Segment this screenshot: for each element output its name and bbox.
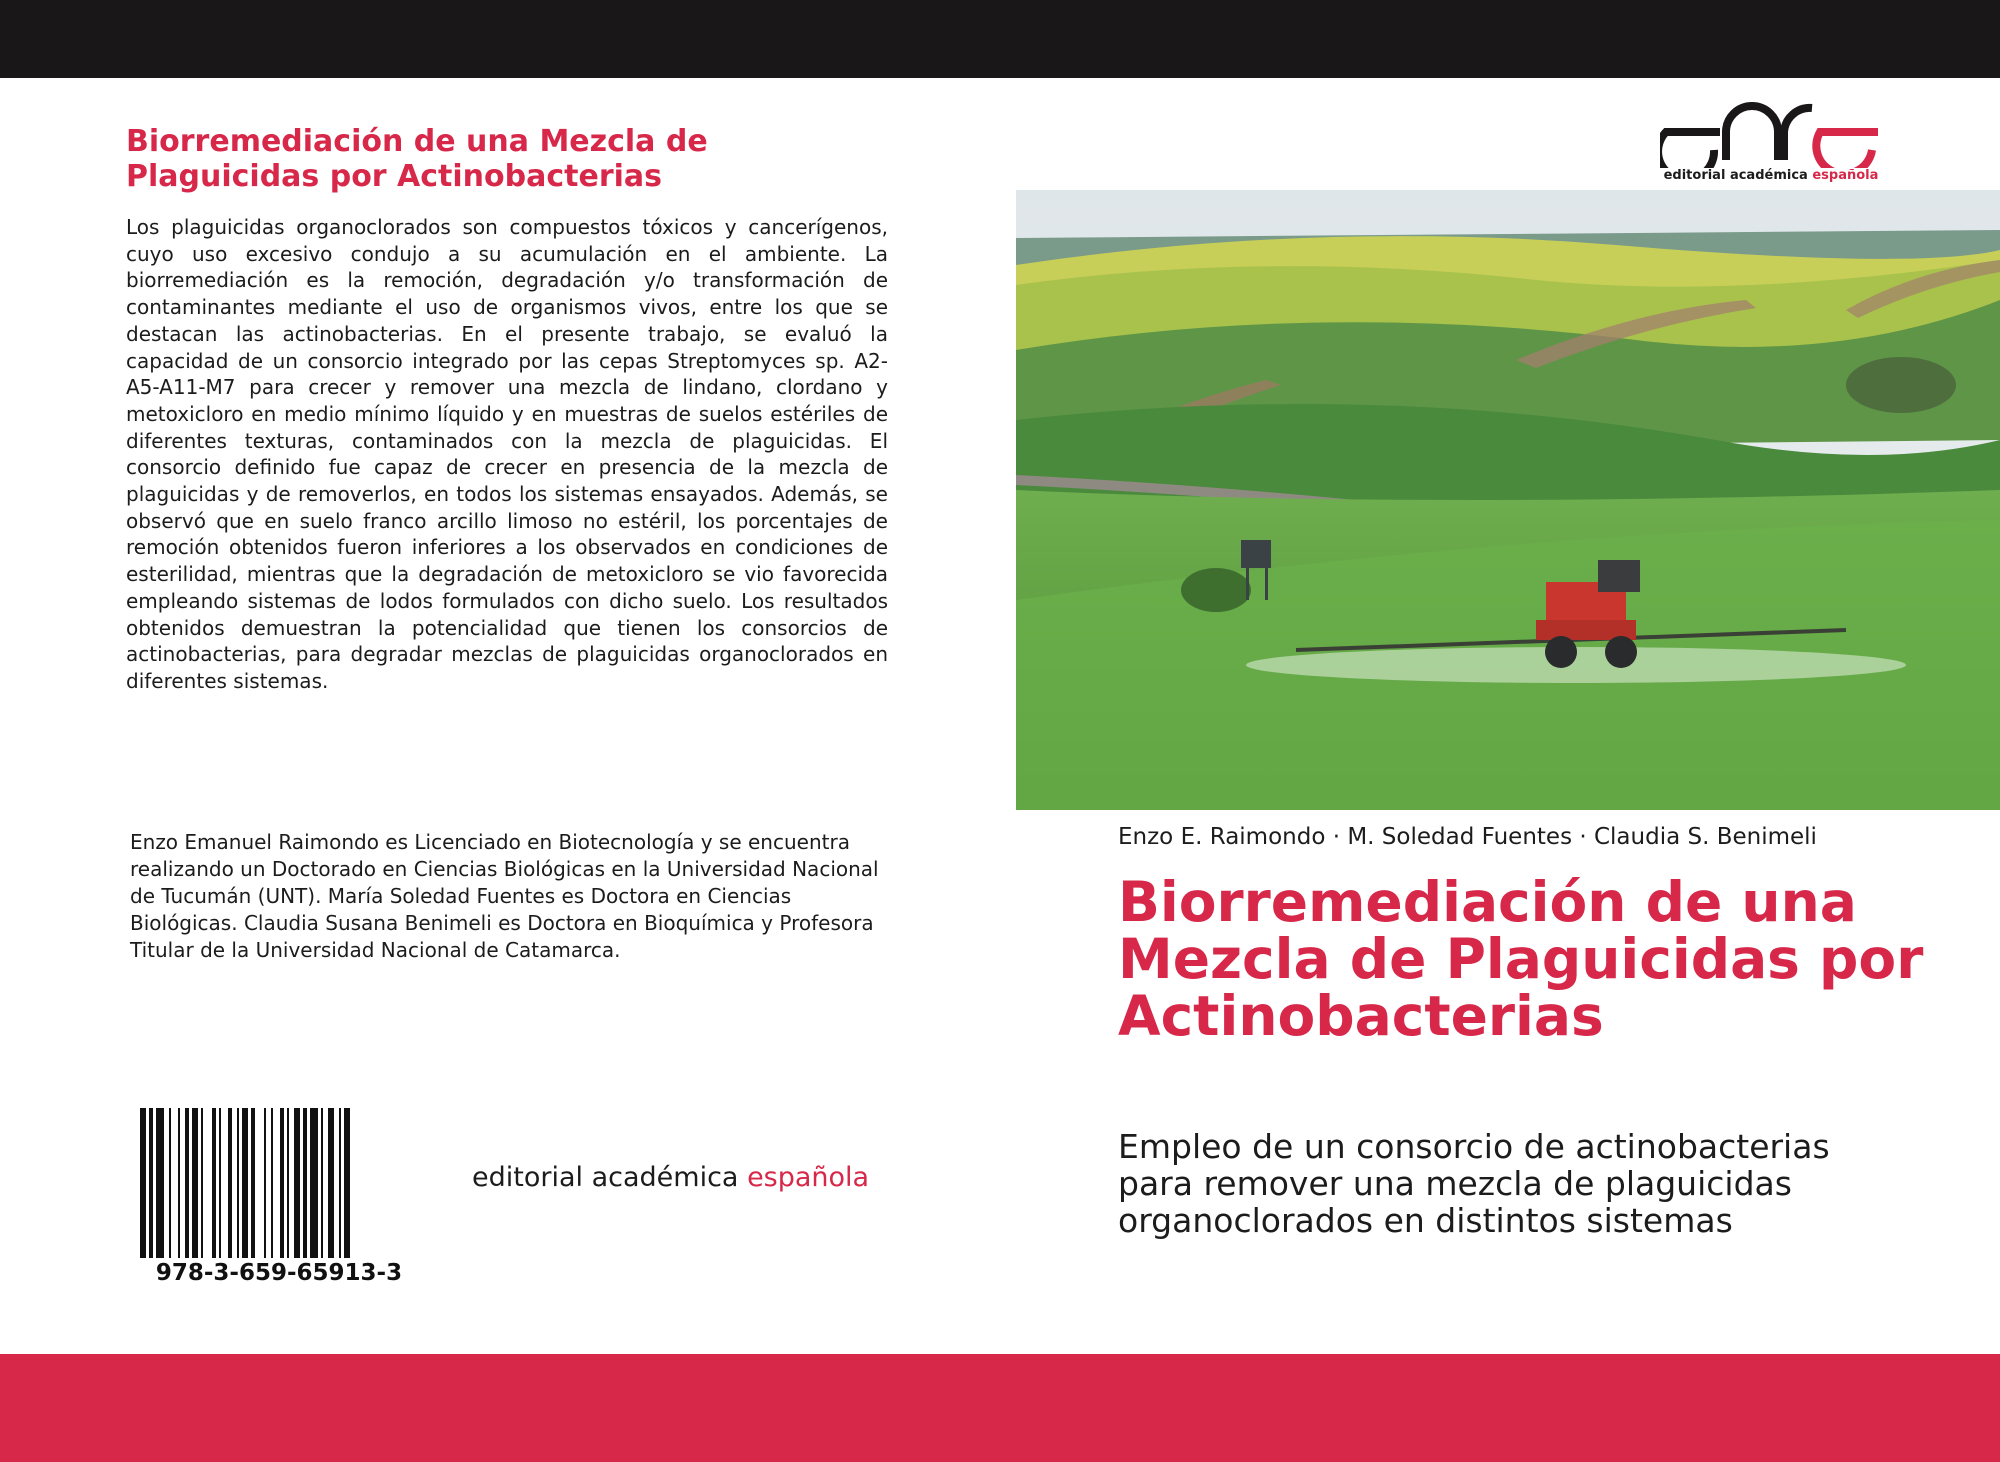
barcode-icon [138, 1108, 420, 1258]
publisher-imprint [472, 1162, 888, 1193]
tractor-spraying-field-photo [1016, 190, 2000, 810]
front-cover-subtitle: Empleo de un consorcio de actinobacterias para remover una mezcla de plaguicidas organoclorados en distintos sistemas [1118, 1127, 1830, 1240]
barcode-bar [339, 1108, 341, 1258]
barcode-bar [294, 1108, 300, 1258]
barcode-bar [344, 1108, 350, 1258]
barcode-bar [280, 1108, 284, 1258]
barcode-bar [251, 1108, 255, 1258]
barcode-bar [201, 1108, 203, 1258]
imprint-name: editorial académica [472, 1162, 739, 1193]
barcode-bar [228, 1108, 232, 1258]
barcode-bar [271, 1108, 273, 1258]
barcode-bar [310, 1108, 318, 1258]
barcode-bar [264, 1108, 266, 1258]
barcode-bar [212, 1108, 216, 1258]
front-cover-title: Biorremediación de una Mezcla de Plaguicidas por Actinobacterias [1118, 870, 1924, 1048]
barcode-bar [156, 1108, 164, 1258]
imprint-name-accent: española [747, 1162, 870, 1193]
eae-logo-icon [1660, 98, 1882, 168]
barcode-bar [178, 1108, 180, 1258]
author-bio: Enzo Emanuel Raimondo es Licenciado en Biotecnología y se encuentra realizando un Doctorado en Ciencias Biológicas en la Universidad Nacional de Tucumán (UNT). María Soledad Fuentes es Doctora en Ciencias Biológicas. Claudia Susana Benimeli es Doctora en Bioquímica y Profesora Titular de la Universidad Nacional de Catamarca. [130, 830, 879, 962]
logo-caption [1660, 168, 1882, 183]
logo-caption-accent: española [1812, 168, 1879, 183]
top-dark-band [0, 0, 2000, 78]
cover-photo [1016, 190, 2000, 810]
barcode-bar [321, 1108, 323, 1258]
barcode-bar [192, 1108, 198, 1258]
barcode-bar [169, 1108, 171, 1258]
publisher-logo [1660, 98, 1882, 190]
bottom-accent-band [0, 1354, 2000, 1462]
barcode-bar [140, 1108, 146, 1258]
barcode-bar [287, 1108, 289, 1258]
barcode-bar [237, 1108, 239, 1258]
barcode-bar [303, 1108, 307, 1258]
barcode-bar [149, 1108, 153, 1258]
barcode-bar [185, 1108, 189, 1258]
back-cover-title: Biorremediación de una Mezcla de Plaguicidas por Actinobacterias [126, 124, 708, 194]
barcode-bar [219, 1108, 221, 1258]
logo-caption-name: editorial académica [1663, 168, 1808, 183]
back-cover-blurb: Los plaguicidas organoclorados son compuestos tóxicos y cancerígenos, cuyo uso excesivo condujo a su acumulación en el ambiente. La biorremediación es la remoción, degradación y/o transformación de contaminantes mediante el uso de organismos vivos, entre los que se destacan las actinobacterias. En el presente trabajo, se evaluó la capacidad de un consorcio integrado por las cepas Streptomyces sp. A2-A5-A11-M7 para crecer y remover una mezcla de lindano, clordano y metoxicloro en medio mínimo líquido y en muestras de suelos estériles de diferentes texturas, contaminados con la mezcla de plaguicidas. El consorcio definido fue capaz de crecer en presencia de la mezcla de plaguicidas y de removerlos, en todos los sistemas ensayados. Además, se observó que en suelo franco arcillo limoso no estéril, los porcentajes de remoción obtenidos fueron inferiores a los observados en condiciones de esterilidad, mientras que la degradación de metoxicloro se vio favorecida empleando sistemas de lodos formulados con dicho suelo. Los resultados obtenidos demuestran la potencialidad que tienen los consorcios de actinobacterias, para degradar mezclas de plaguicidas organoclorados en diferentes sistemas. [126, 215, 888, 693]
barcode-bar [242, 1108, 248, 1258]
isbn-number: 978-3-659-65913-3 [155, 1260, 403, 1286]
authors-line: Enzo E. Raimondo · M. Soledad Fuentes · Claudia S. Benimeli [1118, 824, 1817, 850]
barcode-bar [328, 1108, 334, 1258]
